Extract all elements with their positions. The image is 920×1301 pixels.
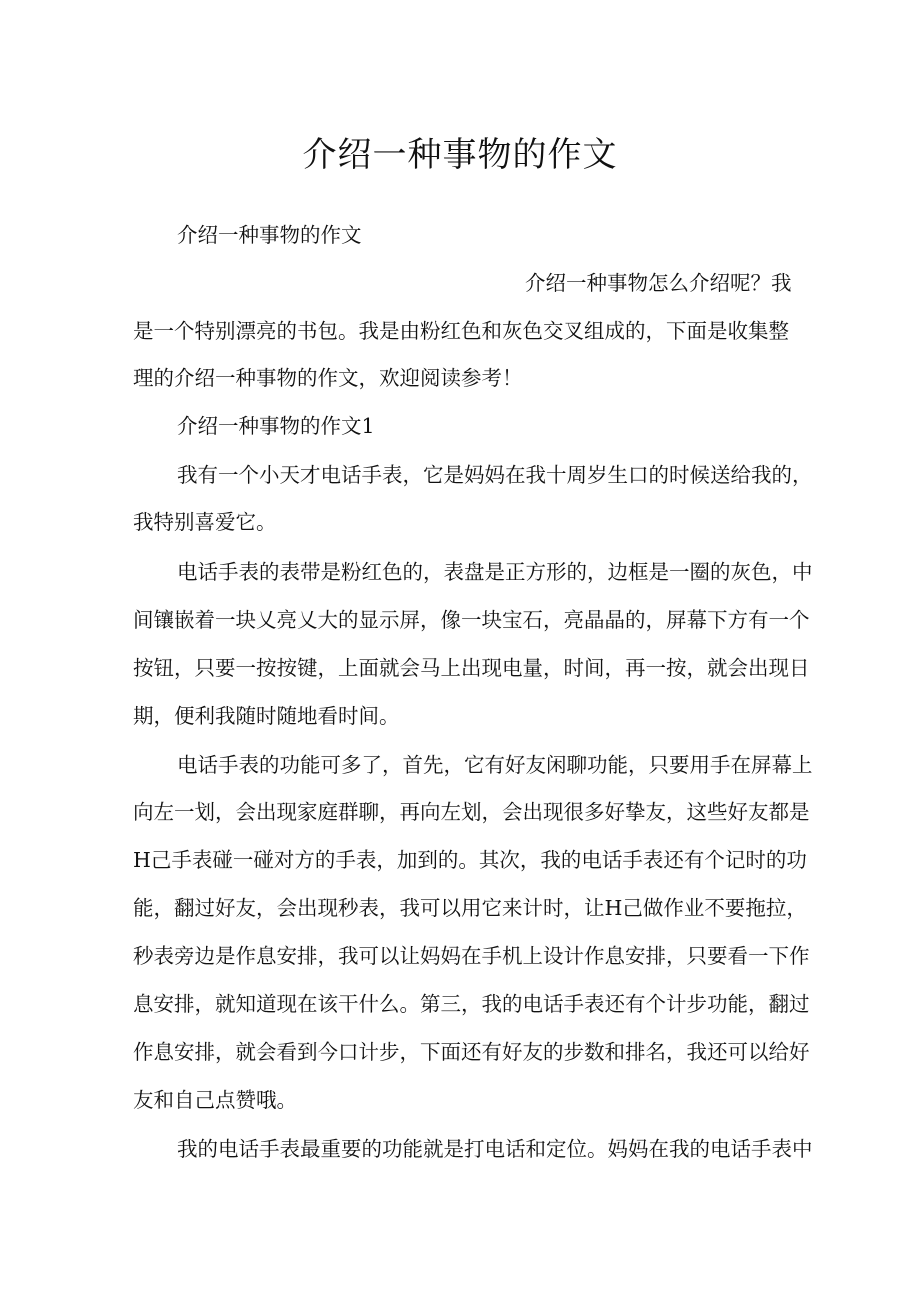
intro-line: 理的介绍一种事物的作文，欢迎阅读参考！: [133, 366, 523, 390]
paragraph-line: 我特别喜爱它。: [133, 510, 277, 534]
paragraph-line: 我有一个小天才电话手表，它是妈妈在我十周岁生口的时候送给我的，: [177, 463, 813, 487]
intro-line: 是一个特别漂亮的书包。我是由粉红色和灰色交叉组成的，下面是收集整: [133, 319, 789, 343]
paragraph-line: 友和自己点赞哦。: [133, 1088, 297, 1112]
paragraph-line: 秒表旁边是作息安排，我可以让妈妈在手机上设计作息安排，只要看一下作: [133, 944, 810, 968]
paragraph-line: 作息安排，就会看到今口计步，下面还有好友的步数和排名，我还可以给好: [133, 1040, 810, 1064]
paragraph-line: 电话手表的表带是粉红色的，表盘是正方形的，边框是一圈的灰色，中: [177, 560, 813, 584]
paragraph-line: 向左一划，会出现家庭群聊，再向左划，会出现很多好挚友，这些好友都是: [133, 800, 810, 824]
paragraph-line: 我的电话手表最重要的功能就是打电话和定位。妈妈在我的电话手表中: [177, 1137, 813, 1161]
document-subtitle: 介绍一种事物的作文: [177, 223, 362, 247]
section-heading: 介绍一种事物的作文1: [177, 414, 375, 438]
document-title: 介绍一种事物的作文: [302, 135, 618, 175]
paragraph-line: 期，便利我随时随地看时间。: [133, 704, 400, 728]
intro-line: 介绍一种事物怎么介绍呢？我: [525, 271, 792, 295]
paragraph-line: H己手表碰一碰对方的手表，加到的。其次，我的电话手表还有个记时的功: [133, 848, 807, 872]
paragraph-line: 间镶嵌着一块乂亮乂大的显示屏，像一块宝石，亮晶晶的，屏幕下方有一个: [133, 608, 810, 632]
paragraph-line: 息安排，就知道现在该干什么。第三，我的电话手表还有个计步功能，翻过: [133, 992, 810, 1016]
paragraph-line: 能，翻过好友，会出现秒表，我可以用它来计时，让H己做作业不要拖拉，: [133, 896, 807, 920]
paragraph-line: 按钮，只要一按按键，上面就会马上出现电量，时间，再一按，就会出现日: [133, 656, 810, 680]
paragraph-line: 电话手表的功能可多了，首先，它有好友闲聊功能，只要用手在屏幕上: [177, 753, 813, 777]
